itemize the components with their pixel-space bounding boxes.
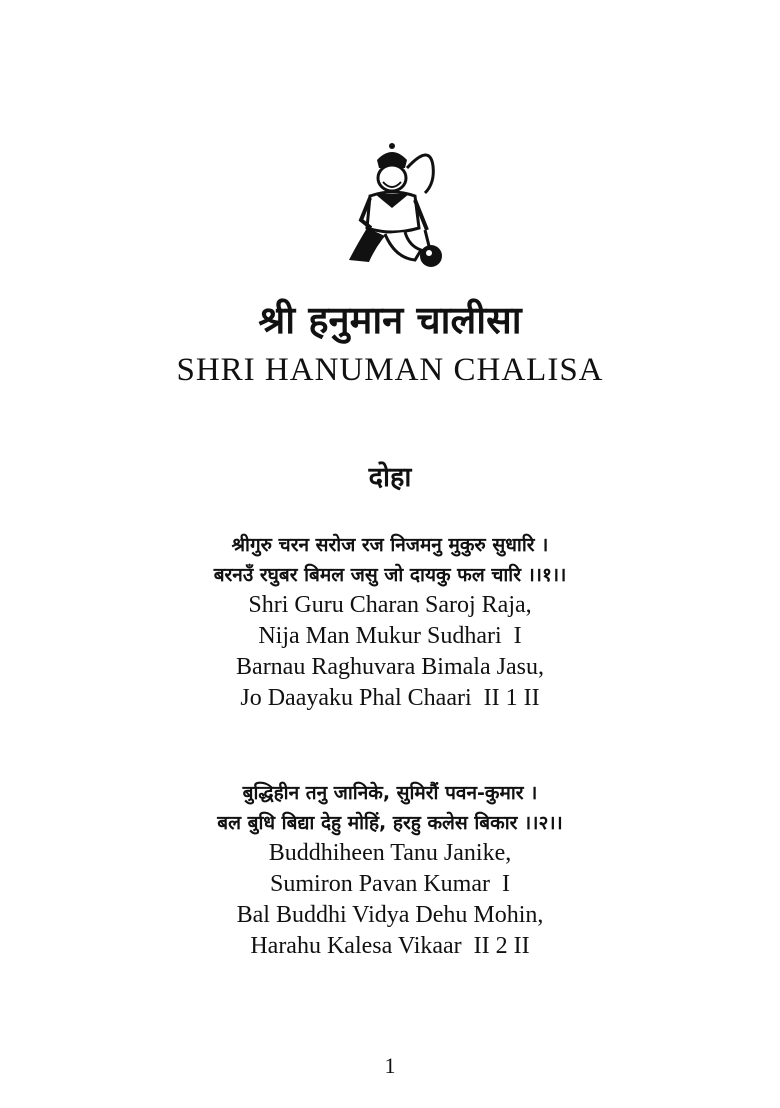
verse-1-devanagari-line-1: श्रीगुरु चरन सरोज रज निजमनु मुकुरु सुधारि ।	[231, 534, 549, 556]
verse-1-transliteration-line-2: Nija Man Mukur Sudhari I	[258, 623, 522, 649]
verse-2-transliteration-line-2: Sumiron Pavan Kumar I	[270, 871, 510, 897]
title-english: SHRI HANUMAN CHALISA	[176, 352, 604, 388]
verse-2-transliteration-line-1: Buddhiheen Tanu Janike,	[268, 840, 512, 866]
verse-1-transliteration-line-1: Shri Guru Charan Saroj Raja,	[248, 592, 532, 618]
verse-1-transliteration-line-3: Barnau Raghuvara Bimala Jasu,	[236, 654, 544, 680]
verse-2-devanagari-line-2: बल बुधि बिद्या देहु मोहिं, हरहु कलेस बिकार ।।२।।	[217, 812, 563, 834]
verse-2-transliteration-line-3: Bal Buddhi Vidya Dehu Mohin,	[236, 902, 544, 928]
verse-2-devanagari-line-1: बुद्धिहीन तनु जानिके, सुमिरौं पवन-कुमार ।	[242, 782, 538, 804]
verse-1-transliteration-line-4: Jo Daayaku Phal Chaari II 1 II	[240, 685, 540, 711]
verse-1-devanagari-line-2: बरनउँ रघुबर बिमल जसु जो दायकु फल चारि ।।१।।	[213, 564, 567, 586]
verse-2	[0, 778, 780, 962]
hanuman-illustration	[335, 138, 450, 273]
page-number: 1	[384, 1053, 396, 1078]
verse-2-transliteration-line-4: Harahu Kalesa Vikaar II 2 II	[250, 933, 530, 959]
title-hindi: श्री हनुमान चालीसा	[258, 298, 522, 342]
section-heading-doha: दोहा	[368, 462, 412, 493]
verse-1	[0, 530, 780, 714]
